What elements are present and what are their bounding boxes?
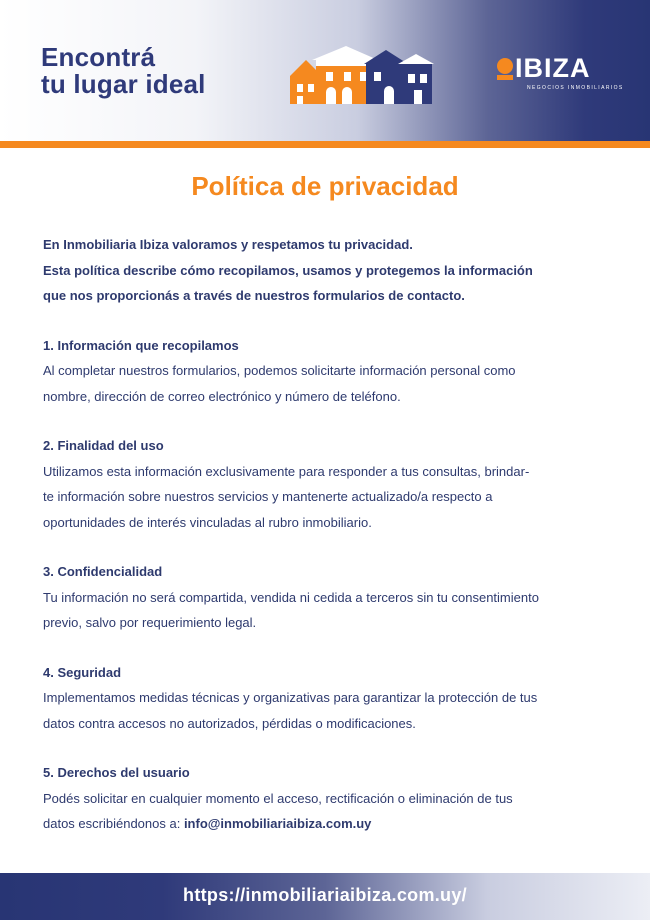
section-line: previo, salvo por requerimiento legal. xyxy=(43,615,257,630)
intro-line: Esta política describe cómo recopilamos, usamos y protegemos la información xyxy=(43,262,533,278)
intro-line: En Inmobiliaria Ibiza valoramos y respetamos tu privacidad. xyxy=(43,237,413,252)
email-prefix: datos escribiéndonos a: xyxy=(43,816,184,831)
contact-email-link[interactable]: info@inmobiliariaibiza.com.uy xyxy=(183,816,372,831)
logo-mark-bar xyxy=(497,75,513,80)
section-security xyxy=(43,660,633,737)
houses-illustration-icon xyxy=(286,44,434,104)
section-line: Tu información no será compartida, vendida ni cedida a terceros sin tu consentimiento xyxy=(43,589,539,605)
section-line: nombre, dirección de correo electrónico y número de teléfono. xyxy=(43,388,401,404)
website-url-link[interactable]: https://inmobiliariaibiza.com.uy/ xyxy=(183,885,467,905)
section-body xyxy=(43,585,633,636)
section-title: 1. Información que recopilamos xyxy=(43,337,239,353)
intro-line: que nos proporcionás a través de nuestros formularios de contacto. xyxy=(43,288,465,303)
section-line: te información sobre nuestros servicios y mantenerte actualizado/a respecto a xyxy=(43,489,493,504)
section-line: Implementamos medidas técnicas y organizativas para garantizar la protección de tus xyxy=(43,690,538,705)
section-title: 4. Seguridad xyxy=(43,664,122,680)
section-line: Utilizamos esta información exclusivamente para responder a tus consultas, brindar- xyxy=(43,463,530,479)
intro-paragraph xyxy=(43,232,633,309)
section-line: datos contra accesos no autorizados, pérdidas o modificaciones. xyxy=(43,715,416,731)
section-title: 3. Confidencialidad xyxy=(43,564,163,579)
section-body xyxy=(43,459,633,536)
document-body xyxy=(43,232,633,837)
logo-wordmark: IBIZA xyxy=(515,53,591,83)
section-line: Al completar nuestros formularios, podemos solicitarte información personal como xyxy=(43,363,516,378)
section-information xyxy=(43,333,633,410)
section-title: 5. Derechos del usuario xyxy=(43,765,190,780)
tagline-line-1: Encontrá xyxy=(41,42,156,72)
section-title: 2. Finalidad del uso xyxy=(43,438,164,453)
tagline xyxy=(41,44,206,98)
section-purpose xyxy=(43,433,633,535)
section-line: oportunidades de interés vinculadas al rubro inmobiliario. xyxy=(43,514,372,530)
company-logo xyxy=(497,53,624,96)
logo-subtitle: NEGOCIOS INMOBILIARIOS xyxy=(527,85,624,91)
section-body xyxy=(43,685,633,736)
page-title: Política de privacidad xyxy=(191,171,459,201)
logo-mark-icon xyxy=(497,58,513,74)
section-body xyxy=(43,358,633,409)
section-line xyxy=(43,811,633,837)
section-confidentiality xyxy=(43,559,633,636)
tagline-line-2: tu lugar ideal xyxy=(41,69,206,99)
footer-banner xyxy=(0,873,650,920)
section-body xyxy=(43,786,633,837)
header-accent-line xyxy=(0,141,650,148)
section-line: Podés solicitar en cualquier momento el acceso, rectificación o eliminación de tus xyxy=(43,790,513,806)
section-user-rights xyxy=(43,760,633,837)
